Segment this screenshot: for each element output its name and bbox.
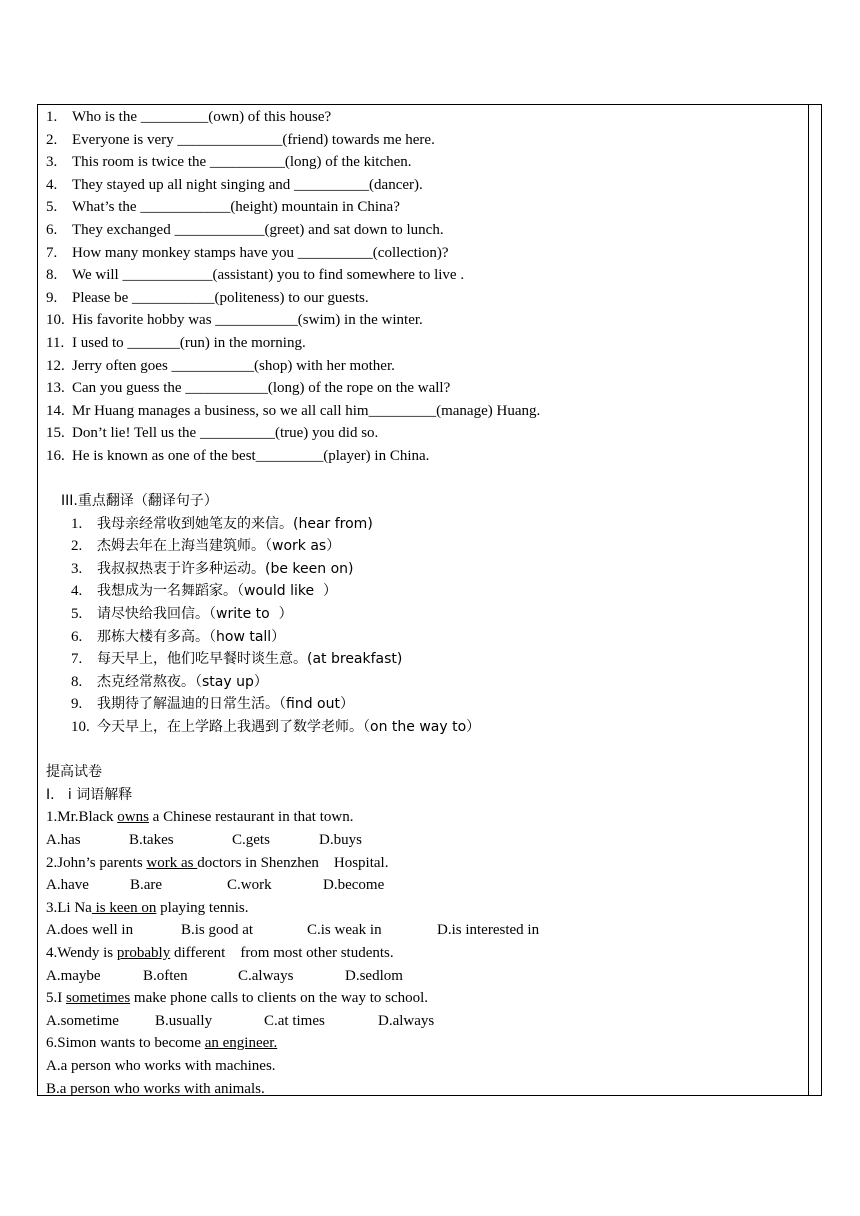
question-2 — [46, 852, 801, 897]
list-item: 13. Can you guess the ___________(long) of the rope on the wall? — [46, 380, 451, 397]
list-item: 9. Please be ___________(politeness) to our guests. — [46, 289, 369, 306]
question-1 — [46, 806, 801, 851]
spacer — [46, 739, 801, 762]
question-option: A.a person who works with machines. — [46, 1057, 276, 1074]
list-item: 8. 杰克经常熬夜。（stay up） — [71, 673, 268, 690]
question-options: A.does well in B.is good at C.is weak in D.is interested in — [46, 922, 540, 939]
list-item: 11. I used to _______(run) in the morning. — [46, 334, 306, 351]
question-option: B.a person who works with animals. — [46, 1080, 265, 1097]
question-4 — [46, 942, 801, 987]
question-stem: 2.John’s parents work as doctors in Shenzhen Hospital. — [46, 854, 389, 871]
translation-list — [46, 513, 801, 739]
question-5 — [46, 987, 801, 1032]
list-item: 10. 今天早上，在上学路上我遇到了数学老师。（on the way to） — [71, 719, 481, 736]
translation-heading: III.重点翻译（翻译句子） — [61, 493, 218, 510]
fill-in-list — [46, 106, 801, 468]
list-item: 1. 我母亲经常收到她笔友的来信。(hear from) — [71, 515, 373, 532]
list-item: 1. Who is the _________(own) of this house? — [46, 109, 332, 125]
question-options: A.have B.are C.work D.become — [46, 877, 385, 894]
list-item: 3. This room is twice the __________(long) of the kitchen. — [46, 154, 412, 171]
list-item: 6. 那栋大楼有多高。（how tall） — [71, 628, 286, 645]
question-stem: 4.Wendy is probably different from most other students. — [46, 944, 394, 961]
list-item: 6. They exchanged ____________(greet) and sat down to lunch. — [46, 221, 444, 238]
list-item: 5. 请尽快给我回信。（write to ） — [71, 606, 293, 623]
table-column-divider — [808, 104, 809, 1096]
advanced-title: 提高试卷 — [46, 764, 102, 781]
list-item: 5. What’s the ____________(height) mountain in China? — [46, 199, 400, 216]
question-stem: 6.Simon wants to become an engineer. — [46, 1035, 278, 1052]
list-item: 2. 杰姆去年在上海当建筑师。（work as） — [71, 538, 341, 555]
list-item: 15. Don’t lie! Tell us the __________(true) you did so. — [46, 425, 379, 442]
question-options: A.sometime B.usually C.at times D.always — [46, 1012, 435, 1029]
question-3 — [46, 897, 801, 942]
list-item: 9. 我期待了解温迪的日常生活。（find out） — [71, 696, 354, 713]
list-item: 4. They stayed up all night singing and __________(dancer). — [46, 176, 423, 193]
list-item: 8. We will ____________(assistant) you to find somewhere to live . — [46, 267, 465, 284]
question-6 — [46, 1032, 801, 1100]
advanced-section-heading: I. i 词语解释 — [46, 786, 133, 803]
list-item: 14. Mr Huang manages a business, so we all call him_________(manage) Huang. — [46, 402, 541, 419]
list-item: 2. Everyone is very ______________(friend) towards me here. — [46, 131, 435, 148]
worksheet-content — [46, 106, 801, 1100]
list-item: 7. 每天早上，他们吃早餐时谈生意。(at breakfast) — [71, 651, 403, 668]
question-stem: 1.Mr.Black owns a Chinese restaurant in that town. — [46, 809, 354, 826]
list-item: 10. His favorite hobby was ___________(swim) in the winter. — [46, 312, 423, 329]
list-item: 16. He is known as one of the best_________(player) in China. — [46, 447, 430, 464]
question-stem: 5.I sometimes make phone calls to clients on the way to school. — [46, 990, 429, 1007]
question-options: A.has B.takes C.gets D.buys — [46, 832, 362, 848]
question-options: A.maybe B.often C.always D.sedlom — [46, 967, 403, 984]
list-item: 3. 我叔叔热衷于许多种运动。(be keen on) — [71, 560, 354, 577]
list-item: 12. Jerry often goes ___________(shop) with her mother. — [46, 357, 395, 374]
list-item: 4. 我想成为一名舞蹈家。（would like ） — [71, 583, 338, 600]
list-item: 7. How many monkey stamps have you __________(collection)? — [46, 244, 449, 261]
question-stem: 3.Li Na is keen on playing tennis. — [46, 899, 249, 916]
spacer — [46, 468, 801, 491]
